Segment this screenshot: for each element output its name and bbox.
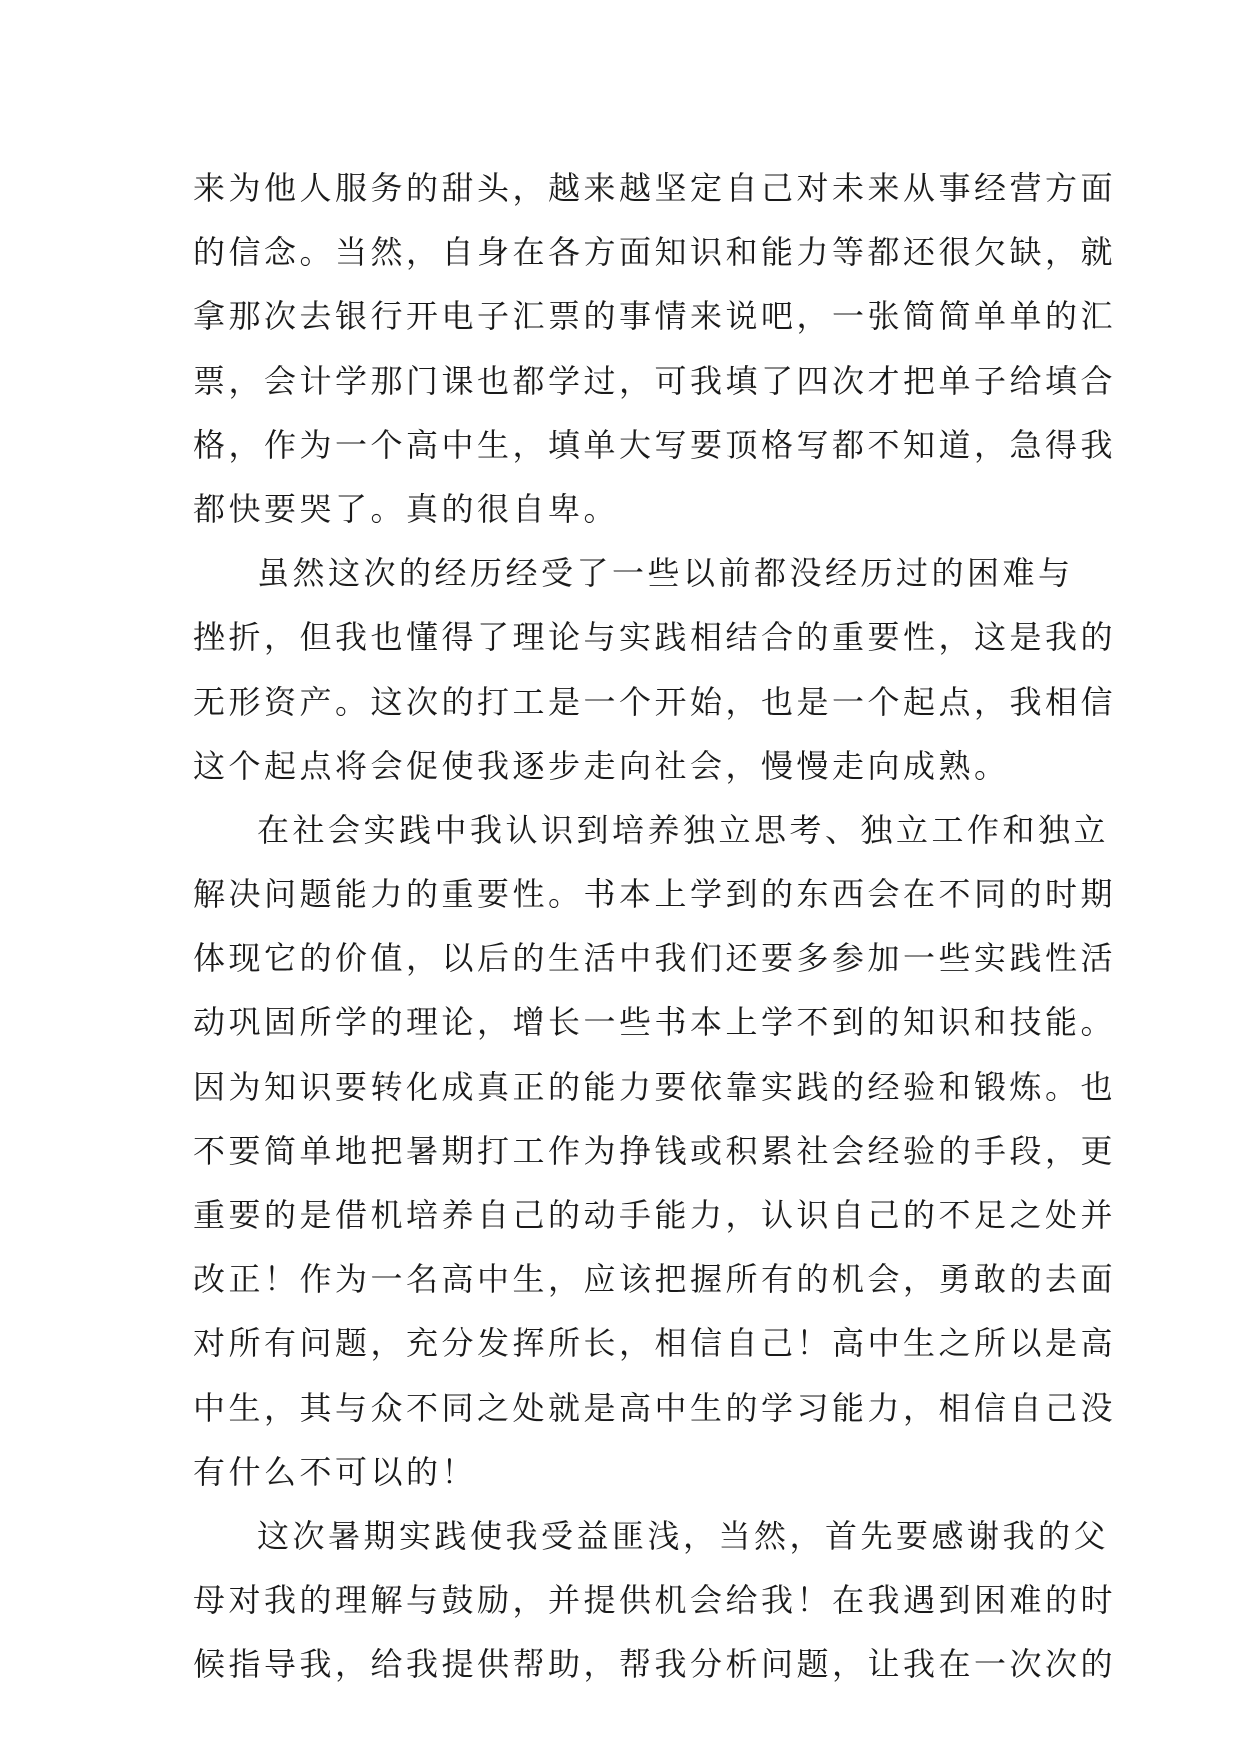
text-line: 对所有问题，充分发挥所长，相信自己！高中生之所以是高 [193,1324,1117,1363]
text-line: 中生，其与众不同之处就是高中生的学习能力，相信自己没 [193,1388,1117,1427]
paragraph-first-line: 这次暑期实践使我受益匪浅，当然，首先要感谢我的父 [257,1516,1110,1555]
text-line: 不要简单地把暑期打工作为挣钱或积累社会经验的手段，更 [193,1131,1117,1170]
text-line: 解决问题能力的重要性。书本上学到的东西会在不同的时期 [193,875,1117,914]
text-line: 有什么不可以的！ [193,1452,478,1491]
text-line: 挫折，但我也懂得了理论与实践相结合的重要性，这是我的 [193,618,1117,657]
text-line: 无形资产。这次的打工是一个开始，也是一个起点，我相信 [193,682,1117,721]
text-line: 母对我的理解与鼓励，并提供机会给我！在我遇到困难的时 [193,1581,1117,1620]
text-line: 票，会计学那门课也都学过，可我填了四次才把单子给填合 [193,361,1117,400]
text-line: 拿那次去银行开电子汇票的事情来说吧，一张简简单单的汇 [193,297,1117,336]
text-line: 因为知识要转化成真正的能力要依靠实践的经验和锻炼。也 [193,1067,1117,1106]
paragraph-first-line: 在社会实践中我认识到培养独立思考、独立工作和独立 [257,810,1110,849]
text-line: 来为他人服务的甜头，越来越坚定自己对未来从事经营方面 [193,169,1117,207]
text-line: 候指导我，给我提供帮助，帮我分析问题，让我在一次次的 [193,1645,1117,1684]
text-line: 体现它的价值，以后的生活中我们还要多参加一些实践性活 [193,939,1117,978]
text-line: 的信念。当然，自身在各方面知识和能力等都还很欠缺，就 [193,233,1117,272]
text-line: 都快要哭了。真的很自卑。 [193,489,620,528]
paragraph-first-line: 虽然这次的经历经受了一些以前都没经历过的困难与 [257,554,1074,593]
text-line: 重要的是借机培养自己的动手能力，认识自己的不足之处并 [193,1196,1117,1234]
text-line: 这个起点将会促使我逐步走向社会，慢慢走向成熟。 [193,746,1010,785]
text-line: 格，作为一个高中生，填单大写要顶格写都不知道，急得我 [193,425,1117,464]
text-line: 动巩固所学的理论，增长一些书本上学不到的知识和技能。 [193,1003,1117,1042]
text-line: 改正！作为一名高中生，应该把握所有的机会，勇敢的去面 [193,1260,1117,1299]
document-body [193,156,1117,1697]
